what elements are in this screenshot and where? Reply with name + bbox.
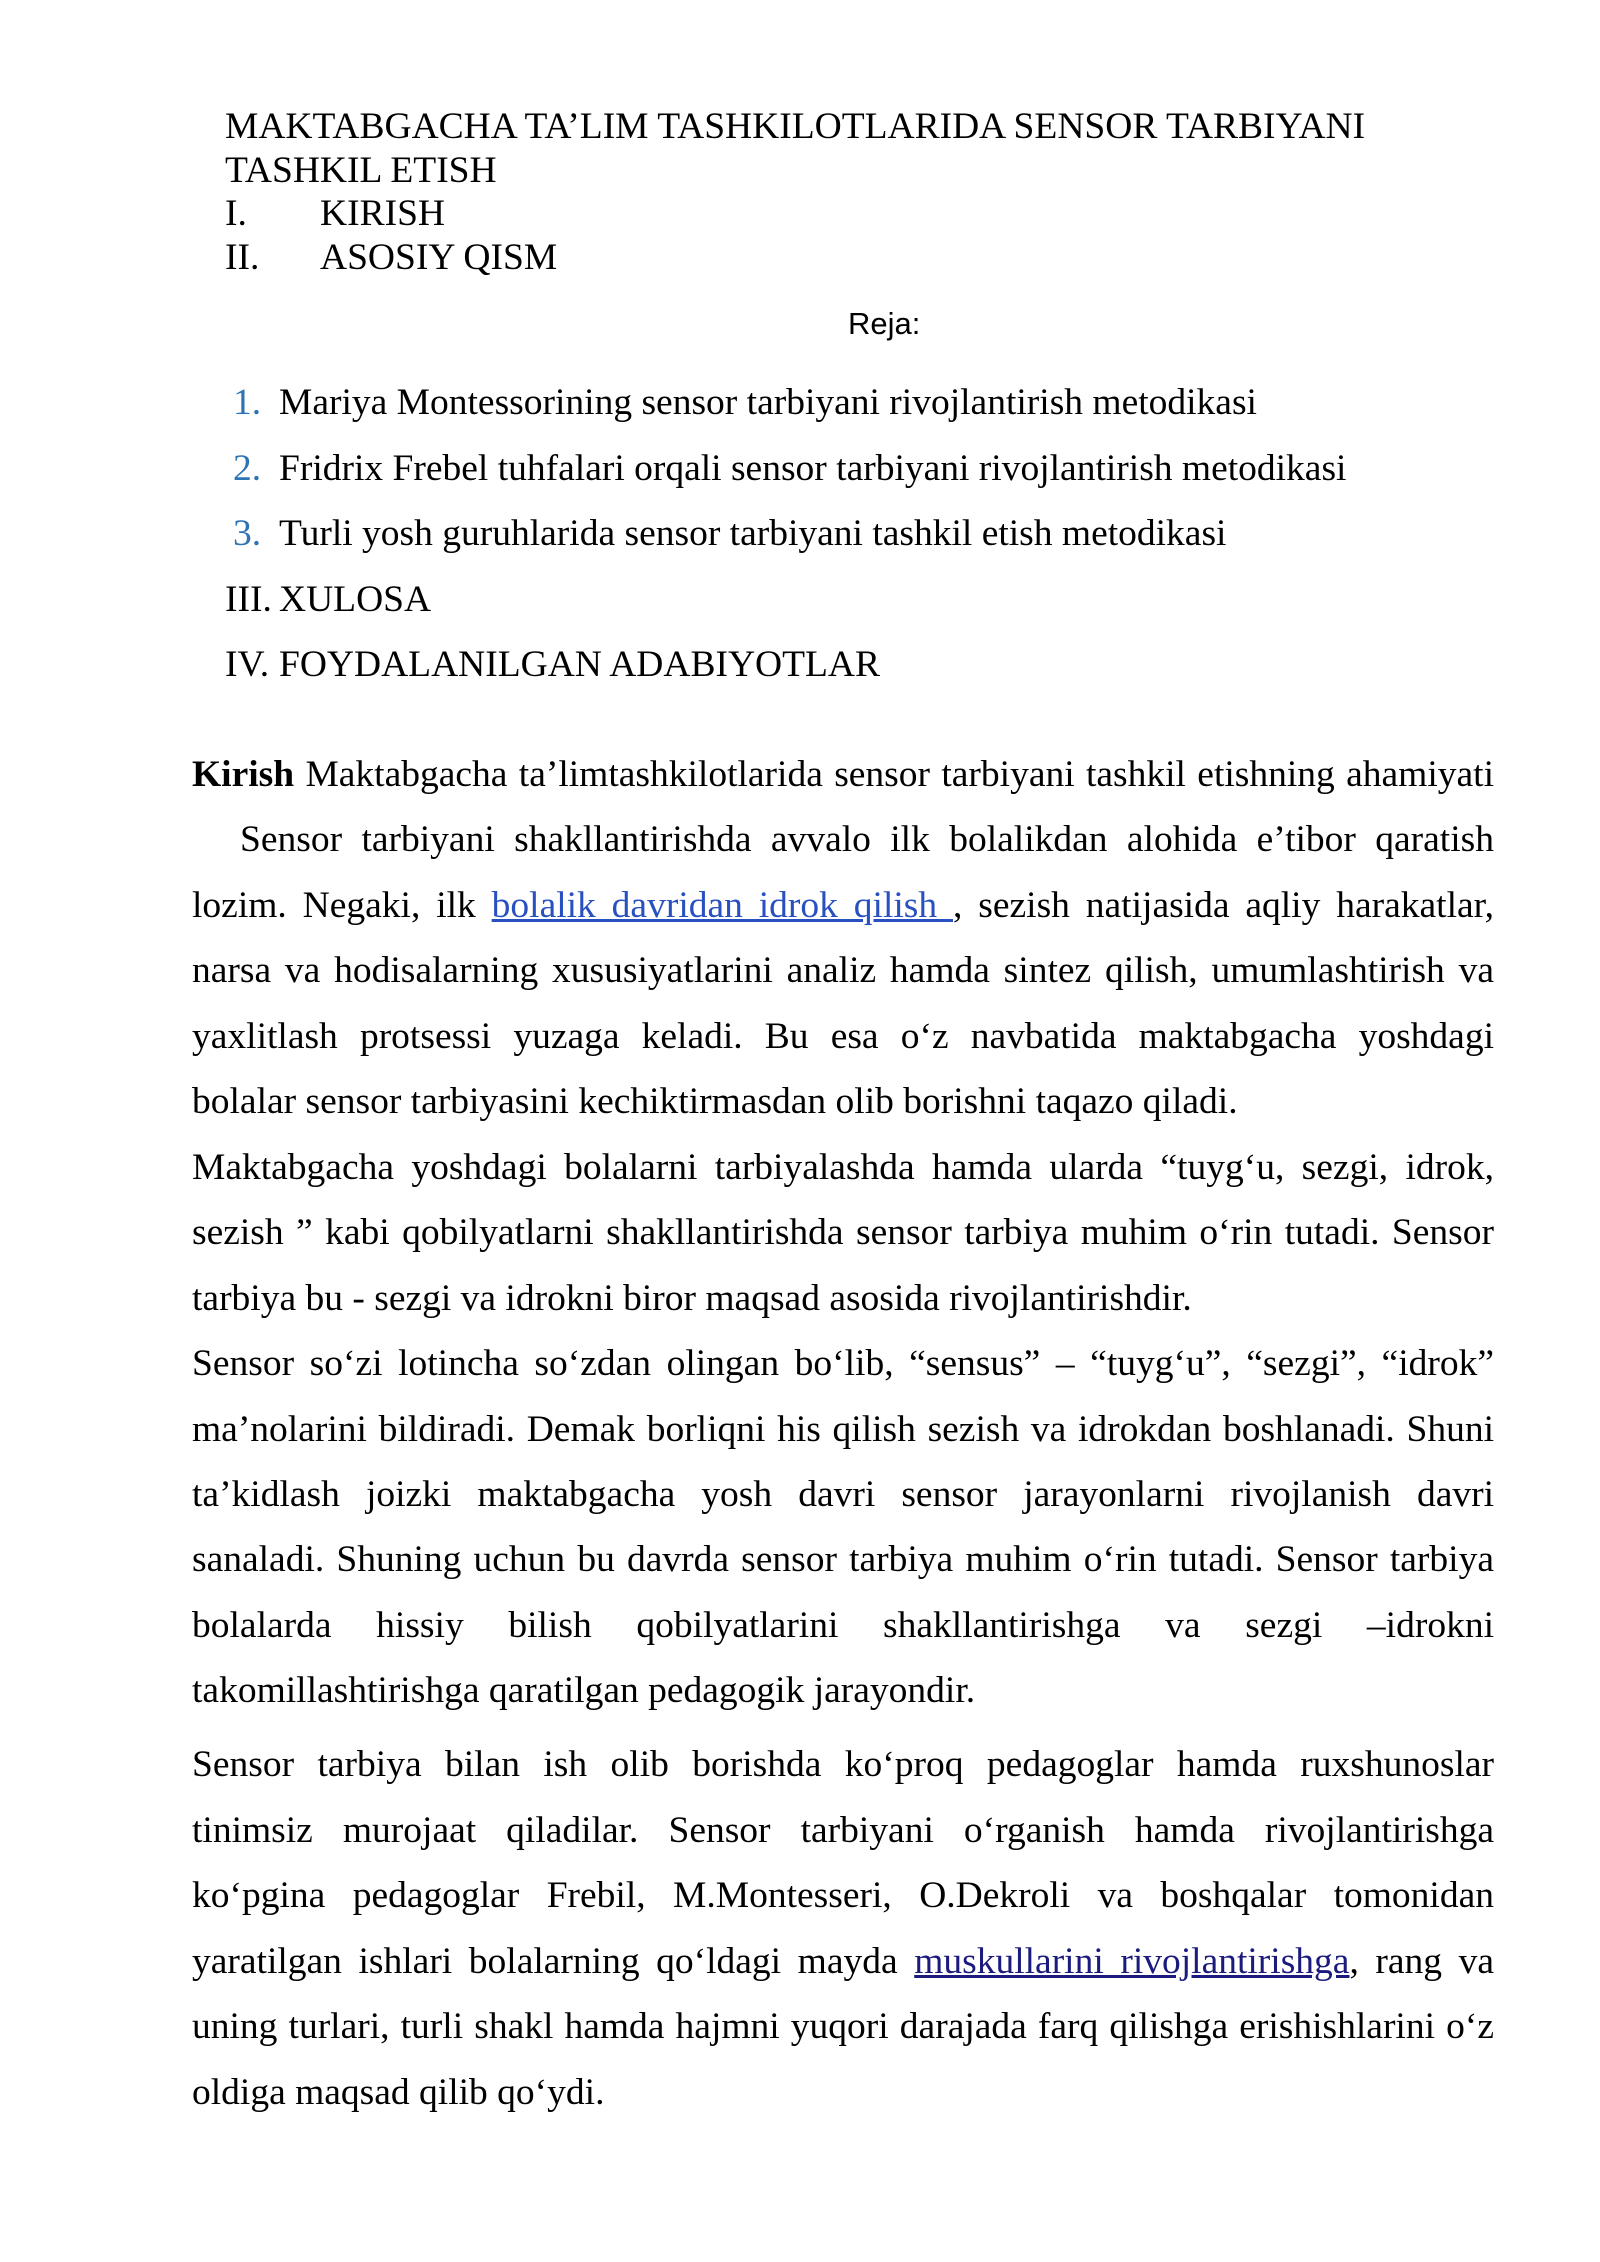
line-text: lozim. Negaki, ilk	[192, 884, 492, 926]
body-text	[192, 742, 1494, 2125]
plan-item-number: 2.	[233, 447, 262, 489]
paragraph	[192, 807, 1494, 1134]
body-line: ma’nolarini bildiradi. Demak borliqni his qilish sezish va idrokdan boshlanadi. Shuni	[192, 1408, 1494, 1450]
document-outline	[225, 105, 1365, 279]
body-line	[192, 873, 1494, 938]
intro-heading: Kirish	[192, 754, 295, 795]
plan-item-text: Turli yosh guruhlarida sensor tarbiyani tashkil etish metodikasi	[279, 513, 1227, 554]
document-title-line: TASHKIL ETISH	[225, 149, 497, 191]
body-line: takomillashtirishga qaratilgan pedagogik jarayondir.	[192, 1670, 976, 1712]
body-line: Sensor tarbiya bilan ish olib borishda ko‘proq pedagoglar hamda ruxshunoslar	[192, 1744, 1494, 1786]
body-line: Sensor so‘zi lotincha so‘zdan olingan bo‘lib, “sensus” – “tuyg‘u”, “sezgi”, “idrok”	[192, 1343, 1494, 1385]
plan-heading: Reja:	[848, 306, 921, 341]
hyperlink[interactable]: bolalik davridan idrok qilish	[491, 884, 954, 926]
line-text: , rang va	[1349, 1940, 1494, 1982]
plan-item-number: 3.	[233, 513, 262, 554]
section-label: FOYDALANILGAN ADABIYOTLAR	[279, 644, 881, 685]
body-line: bolalarda hissiy bilish qobilyatlarini shakllantirishga va sezgi –idrokni	[192, 1604, 1494, 1646]
plan-item	[225, 501, 1346, 567]
paragraph	[192, 1135, 1494, 1331]
section-numeral: II.	[225, 236, 260, 278]
section-label: XULOSA	[279, 578, 432, 620]
paragraph	[192, 1331, 1494, 1724]
body-line	[192, 1929, 1494, 1994]
section-label: KIRISH	[320, 193, 446, 235]
plan-item-text: Fridrix Frebel tuhfalari orqali sensor tarbiyani rivojlantirish metodikasi	[279, 447, 1347, 489]
body-line: ta’kidlash joizki maktabgacha yosh davri sensor jarayonlarni rivojlanish davri	[192, 1473, 1494, 1515]
body-line: uning turlari, turli shakl hamda hajmni yuqori darajada farq qilishga erishishlarini o‘z	[192, 2006, 1494, 2048]
body-line: ko‘pgina pedagoglar Frebil, M.Montesseri, O.Dekroli va boshqalar tomonidan	[192, 1875, 1494, 1917]
intro-text: Maktabgacha ta’limtashkilotlarida sensor tarbiyani tashkil etishning ahamiyati	[294, 754, 1494, 795]
hyperlink[interactable]: muskullarini rivojlantirishga	[914, 1940, 1350, 1982]
body-line	[192, 742, 1494, 807]
section-label: ASOSIY QISM	[320, 236, 558, 278]
outline-section-kirish	[225, 192, 1365, 236]
section-numeral: I.	[225, 193, 247, 235]
document-title-line: MAKTABGACHA TA’LIM TASHKILOTLARIDA SENSOR TARBIYANI	[225, 106, 1366, 147]
body-line: yaxlitlash protsessi yuzaga keladi. Bu esa o‘z navbatida maktabgacha yoshdagi	[192, 1015, 1494, 1057]
outline-section-adabiyotlar	[225, 632, 1346, 698]
body-line: narsa va hodisalarning xususiyatlarini analiz hamda sintez qilish, umumlashtirish va	[192, 950, 1494, 992]
body-line: Maktabgacha yoshdagi bolalarni tarbiyalashda hamda ularda “tuyg‘u, sezgi, idrok,	[192, 1146, 1494, 1188]
body-line: tinimsiz murojaat qiladilar. Sensor tarbiyani o‘rganish hamda rivojlantirishga	[192, 1809, 1494, 1851]
plan-list	[225, 370, 1346, 698]
plan-item-number: 1.	[233, 382, 262, 423]
body-line: sezish ” kabi qobilyatlarni shakllantirishda sensor tarbiya muhim o‘rin tutadi. Sensor	[192, 1212, 1494, 1254]
body-line: Sensor tarbiyani shakllantirishda avvalo ilk bolalikdan alohida e’tibor qaratish	[240, 819, 1494, 861]
section-numeral: IV.	[225, 644, 270, 685]
section-numeral: III.	[225, 578, 272, 620]
body-line: tarbiya bu - sezgi va idrokni biror maqsad asosida rivojlantirishdir.	[192, 1277, 1192, 1319]
line-text: yaratilgan ishlari bolalarning qo‘ldagi mayda	[192, 1940, 915, 1982]
body-line: bolalar sensor tarbiyasini kechiktirmasdan olib borishni taqazo qiladi.	[192, 1081, 1238, 1123]
plan-item-text: Mariya Montessorining sensor tarbiyani rivojlantirish metodikasi	[279, 382, 1257, 423]
line-text: , sezish natijasida aqliy harakatlar,	[953, 884, 1494, 926]
outline-section-asosiy-qism	[225, 236, 1365, 280]
plan-item	[225, 370, 1346, 436]
body-line: sanaladi. Shuning uchun bu davrda sensor tarbiya muhim o‘rin tutadi. Sensor tarbiya	[192, 1539, 1494, 1581]
outline-section-xulosa	[225, 567, 1346, 633]
body-line: oldiga maqsad qilib qo‘ydi.	[192, 2071, 605, 2113]
plan-item	[225, 436, 1346, 502]
paragraph	[192, 1732, 1494, 2125]
intro-paragraph	[192, 742, 1494, 807]
